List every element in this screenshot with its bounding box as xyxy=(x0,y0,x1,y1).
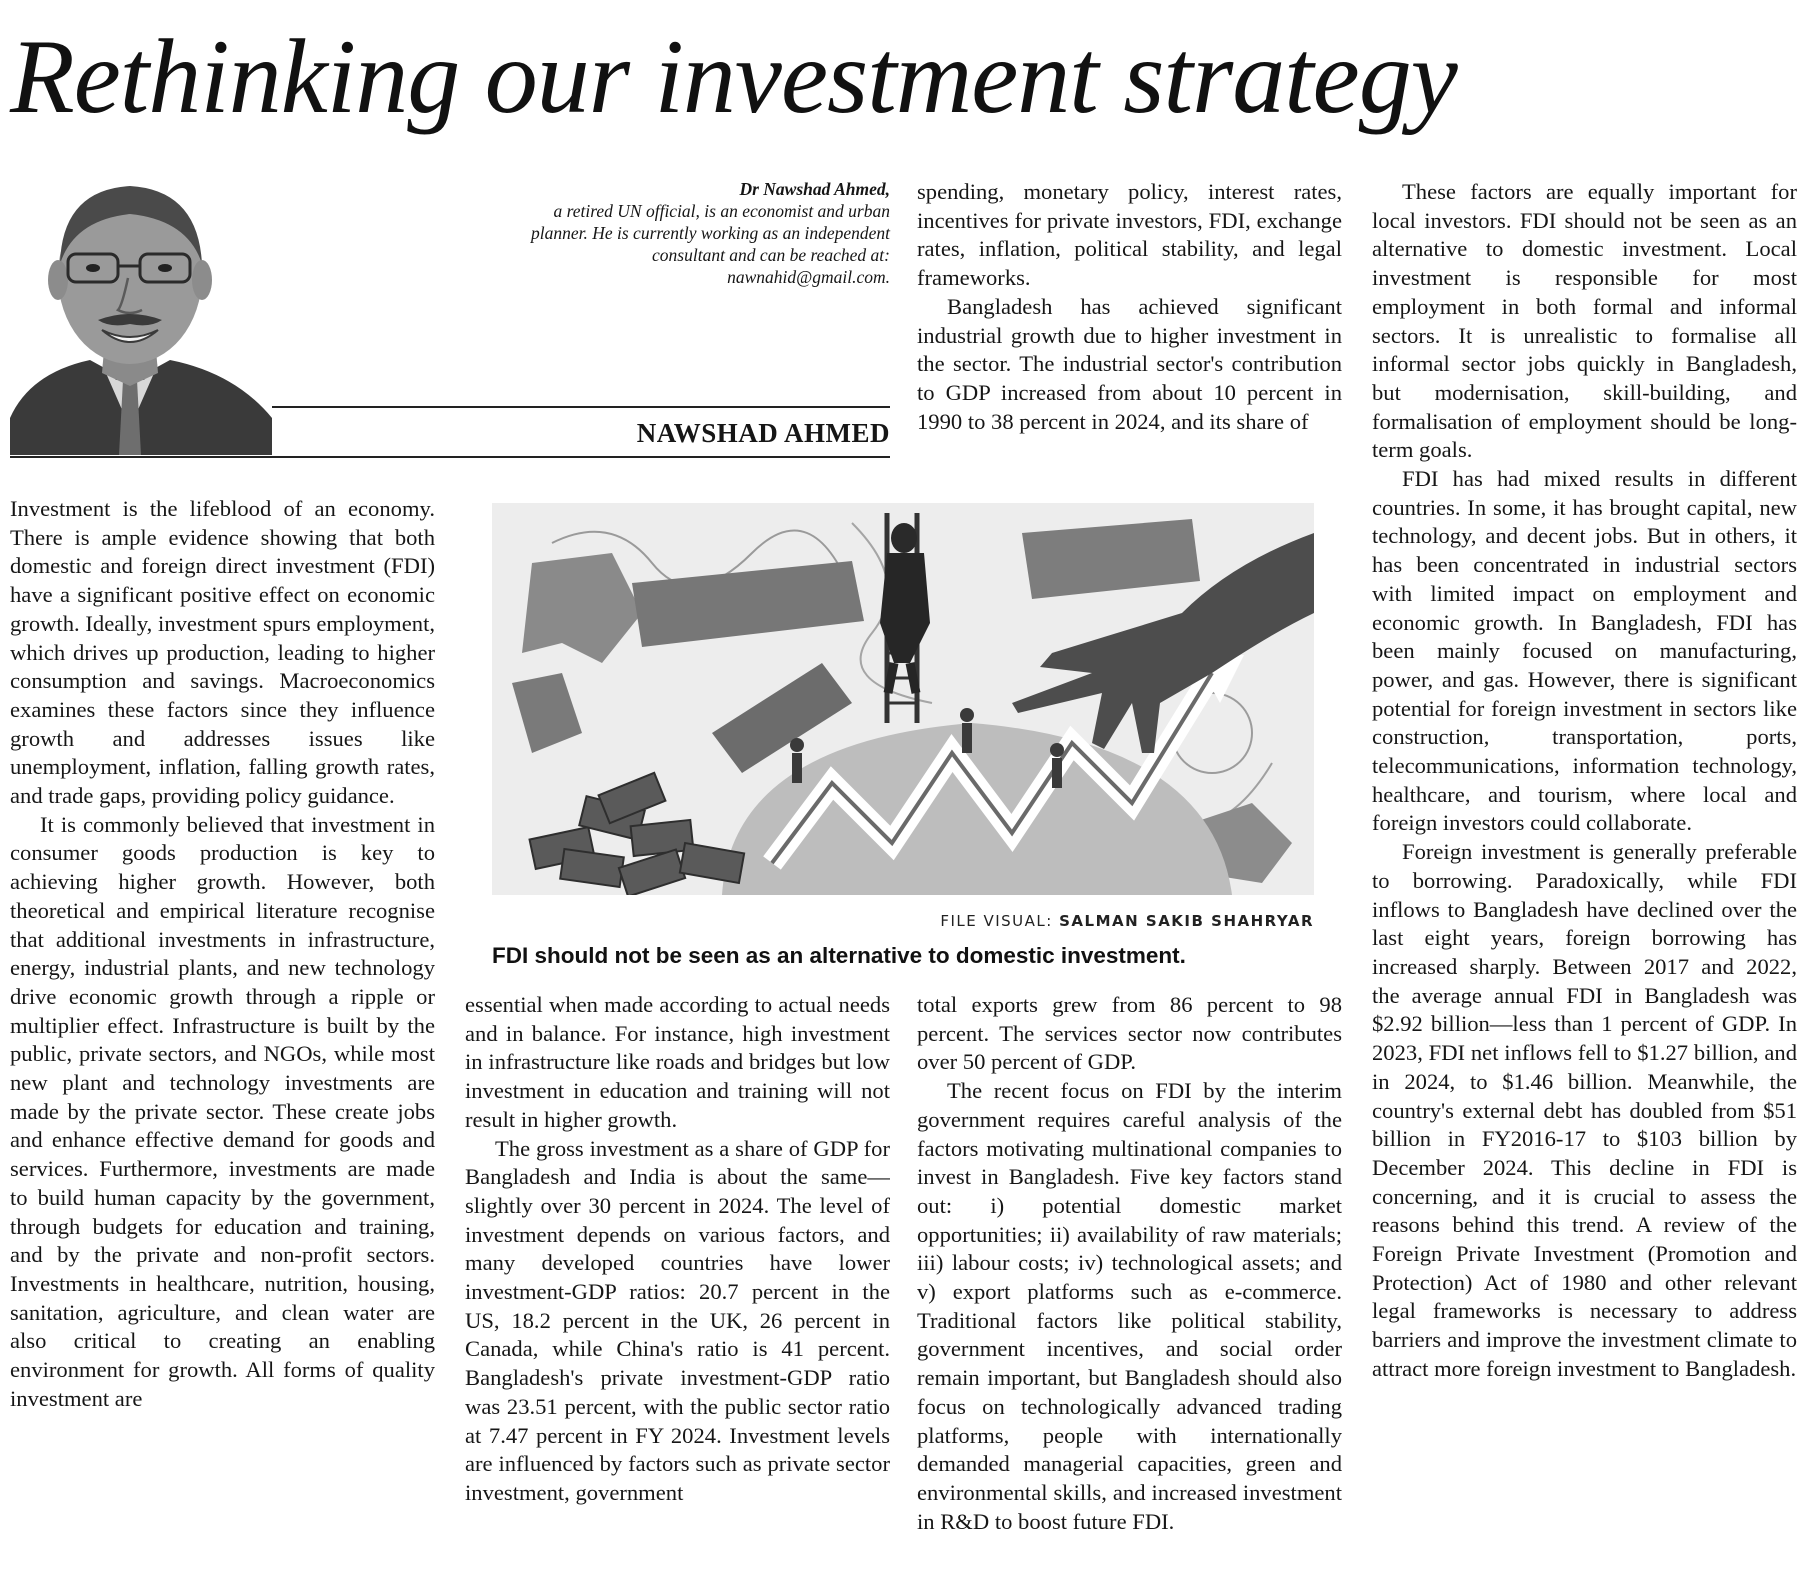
paragraph: Investment is the lifeblood of an economy. There is ample evidence showing that both domestic and foreign direct investment (FDI) have a significant positive effect on economic growth. Ideally, investment spurs employment, which drives up production, leading to higher consumption and savings. Macroeconomics examines these factors since they influence growth and addresses issues like unemployment, inflation, falling growth rates, and trade gaps, providing policy guidance. xyxy=(10,496,435,809)
author-description: a retired UN official, is an economist and urban planner. He is currently working as an independent consultant and can be reached at: nawnahid@gmail.com. xyxy=(530,201,890,287)
article-column-1 xyxy=(10,495,435,1575)
article-column-4 xyxy=(1372,178,1797,1578)
author-name: Dr Nawshad Ahmed, xyxy=(739,179,890,199)
paragraph: It is commonly believed that investment in consumer goods production is key to achieving higher growth. However, both theoretical and empirical literature recognise that additional investments in infrastructure, energy, industrial plants, and new technology drive economic growth through a ripple or multiplier effect. Infrastructure is built by the public, private sectors, and NGOs, while most new plant and technology investments are made by the private sector. These create jobs and enhance effective demand for goods and services. Furthermore, investments are made to build human capacity by the government, through budgets for education and training, and by the private and non-profit sectors. Investments in healthcare, nutrition, housing, sanitation, agriculture, and clean water are also critical to creating an enabling environment for growth. All forms of quality investment are xyxy=(10,811,435,1411)
illustration-icon xyxy=(492,503,1314,895)
credit-label: FILE VISUAL: xyxy=(940,912,1053,930)
paragraph: Foreign investment is generally preferable to borrowing. Paradoxically, while FDI inflows to Bangladesh have declined over the last eight years, foreign borrowing has increased sharply. Between 2017 and 2022, the average annual FDI in Bangladesh was $2.92 billion—less than 1 percent of GDP. In 2023, FDI net inflows fell to $1.27 billion, and in 2024, to $1.46 billion. Meanwhile, the country's external debt has doubled from $51 billion in FY2016-17 to $103 billion by December 2024. This decline in FDI is concerning, and it is crucial to assess the reasons behind this trend. A review of the Foreign Private Investment (Promotion and Protection) Act of 1980 and other relevant legal frameworks is necessary to address barriers and improve the investment climate to attract more foreign investment to Bangladesh. xyxy=(1372,839,1797,1381)
byline-divider xyxy=(10,456,890,458)
image-credit xyxy=(492,912,1314,930)
byline-rule xyxy=(272,406,890,408)
article-column-2-top xyxy=(917,178,1342,463)
author-bio xyxy=(500,178,890,288)
author-portrait-icon xyxy=(10,168,272,455)
paragraph: spending, monetary policy, interest rates, incentives for private investors, FDI, exchange rates, inflation, political stability, and legal frameworks. xyxy=(917,179,1342,291)
article-column-2-bottom xyxy=(917,991,1342,1575)
byline: NAWSHAD AHMED xyxy=(636,418,890,448)
paragraph: These factors are equally important for local investors. FDI should not be seen as an alternative to domestic investment. Local investment is responsible for most employment in both formal and informal sectors. It is unrealistic to formalise all informal sector jobs quickly in Bangladesh, but modernisation, skill-building, and formalisation of employment should be long-term goals. xyxy=(1372,179,1797,463)
paragraph: total exports grew from 86 percent to 98 percent. The services sector now contributes over 50 percent of GDP. xyxy=(917,992,1342,1075)
paragraph: The recent focus on FDI by the interim government requires careful analysis of the factors motivating multinational companies to invest in Bangladesh. Five key factors stand out: i) potential domestic market opportunities; ii) availability of raw materials; iii) labour costs; iv) technological assets; and v) export platforms such as e-commerce. Traditional factors like political stability, government incentives, and social order remain important, but Bangladesh should also focus on technologically advanced trading platforms, people with internationally demanded managerial capacities, green and environmental skills, and increased investment in R&D to boost future FDI. xyxy=(917,1078,1342,1534)
paragraph: FDI has had mixed results in different countries. In some, it has brought capital, new technology, and decent jobs. But in others, it has been concentrated in industrial sectors with limited impact on employment and economic growth. In Bangladesh, FDI has been mainly focused on manufacturing, power, and gas. However, there is significant potential for foreign investment in sectors like construction, transportation, ports, telecommunications, information technology, healthcare, and tourism, where local and foreign investors could collaborate. xyxy=(1372,466,1797,836)
paragraph: The gross investment as a share of GDP for Bangladesh and India is about the same—slightly over 30 percent in 2024. The level of investment depends on various factors, and many developed countries have lower investment-GDP ratios: 20.7 percent in the US, 18.2 percent in the UK, 26 percent in Canada, while China's ratio is 41 percent. Bangladesh's private investment-GDP ratio was 23.51 percent, with the public sector ratio at 7.47 percent in FY 2024. Investment levels are influenced by factors such as private sector investment, government xyxy=(465,1135,890,1505)
paragraph: essential when made according to actual needs and in balance. For instance, high investment in infrastructure like roads and bridges but low investment in education and training will not result in higher growth. xyxy=(465,992,890,1132)
article-column-3 xyxy=(465,991,890,1575)
credit-name: SALMAN SAKIB SHAHRYAR xyxy=(1059,912,1314,930)
image-caption: FDI should not be seen as an alternative to domestic investment. xyxy=(492,943,1186,968)
paragraph: Bangladesh has achieved significant industrial growth due to higher investment in the sector. The industrial sector's contribution to GDP increased from about 10 percent in 1990 to 38 percent in 2024, and its share of xyxy=(917,293,1342,434)
headline: Rethinking our investment strategy xyxy=(10,18,1457,135)
